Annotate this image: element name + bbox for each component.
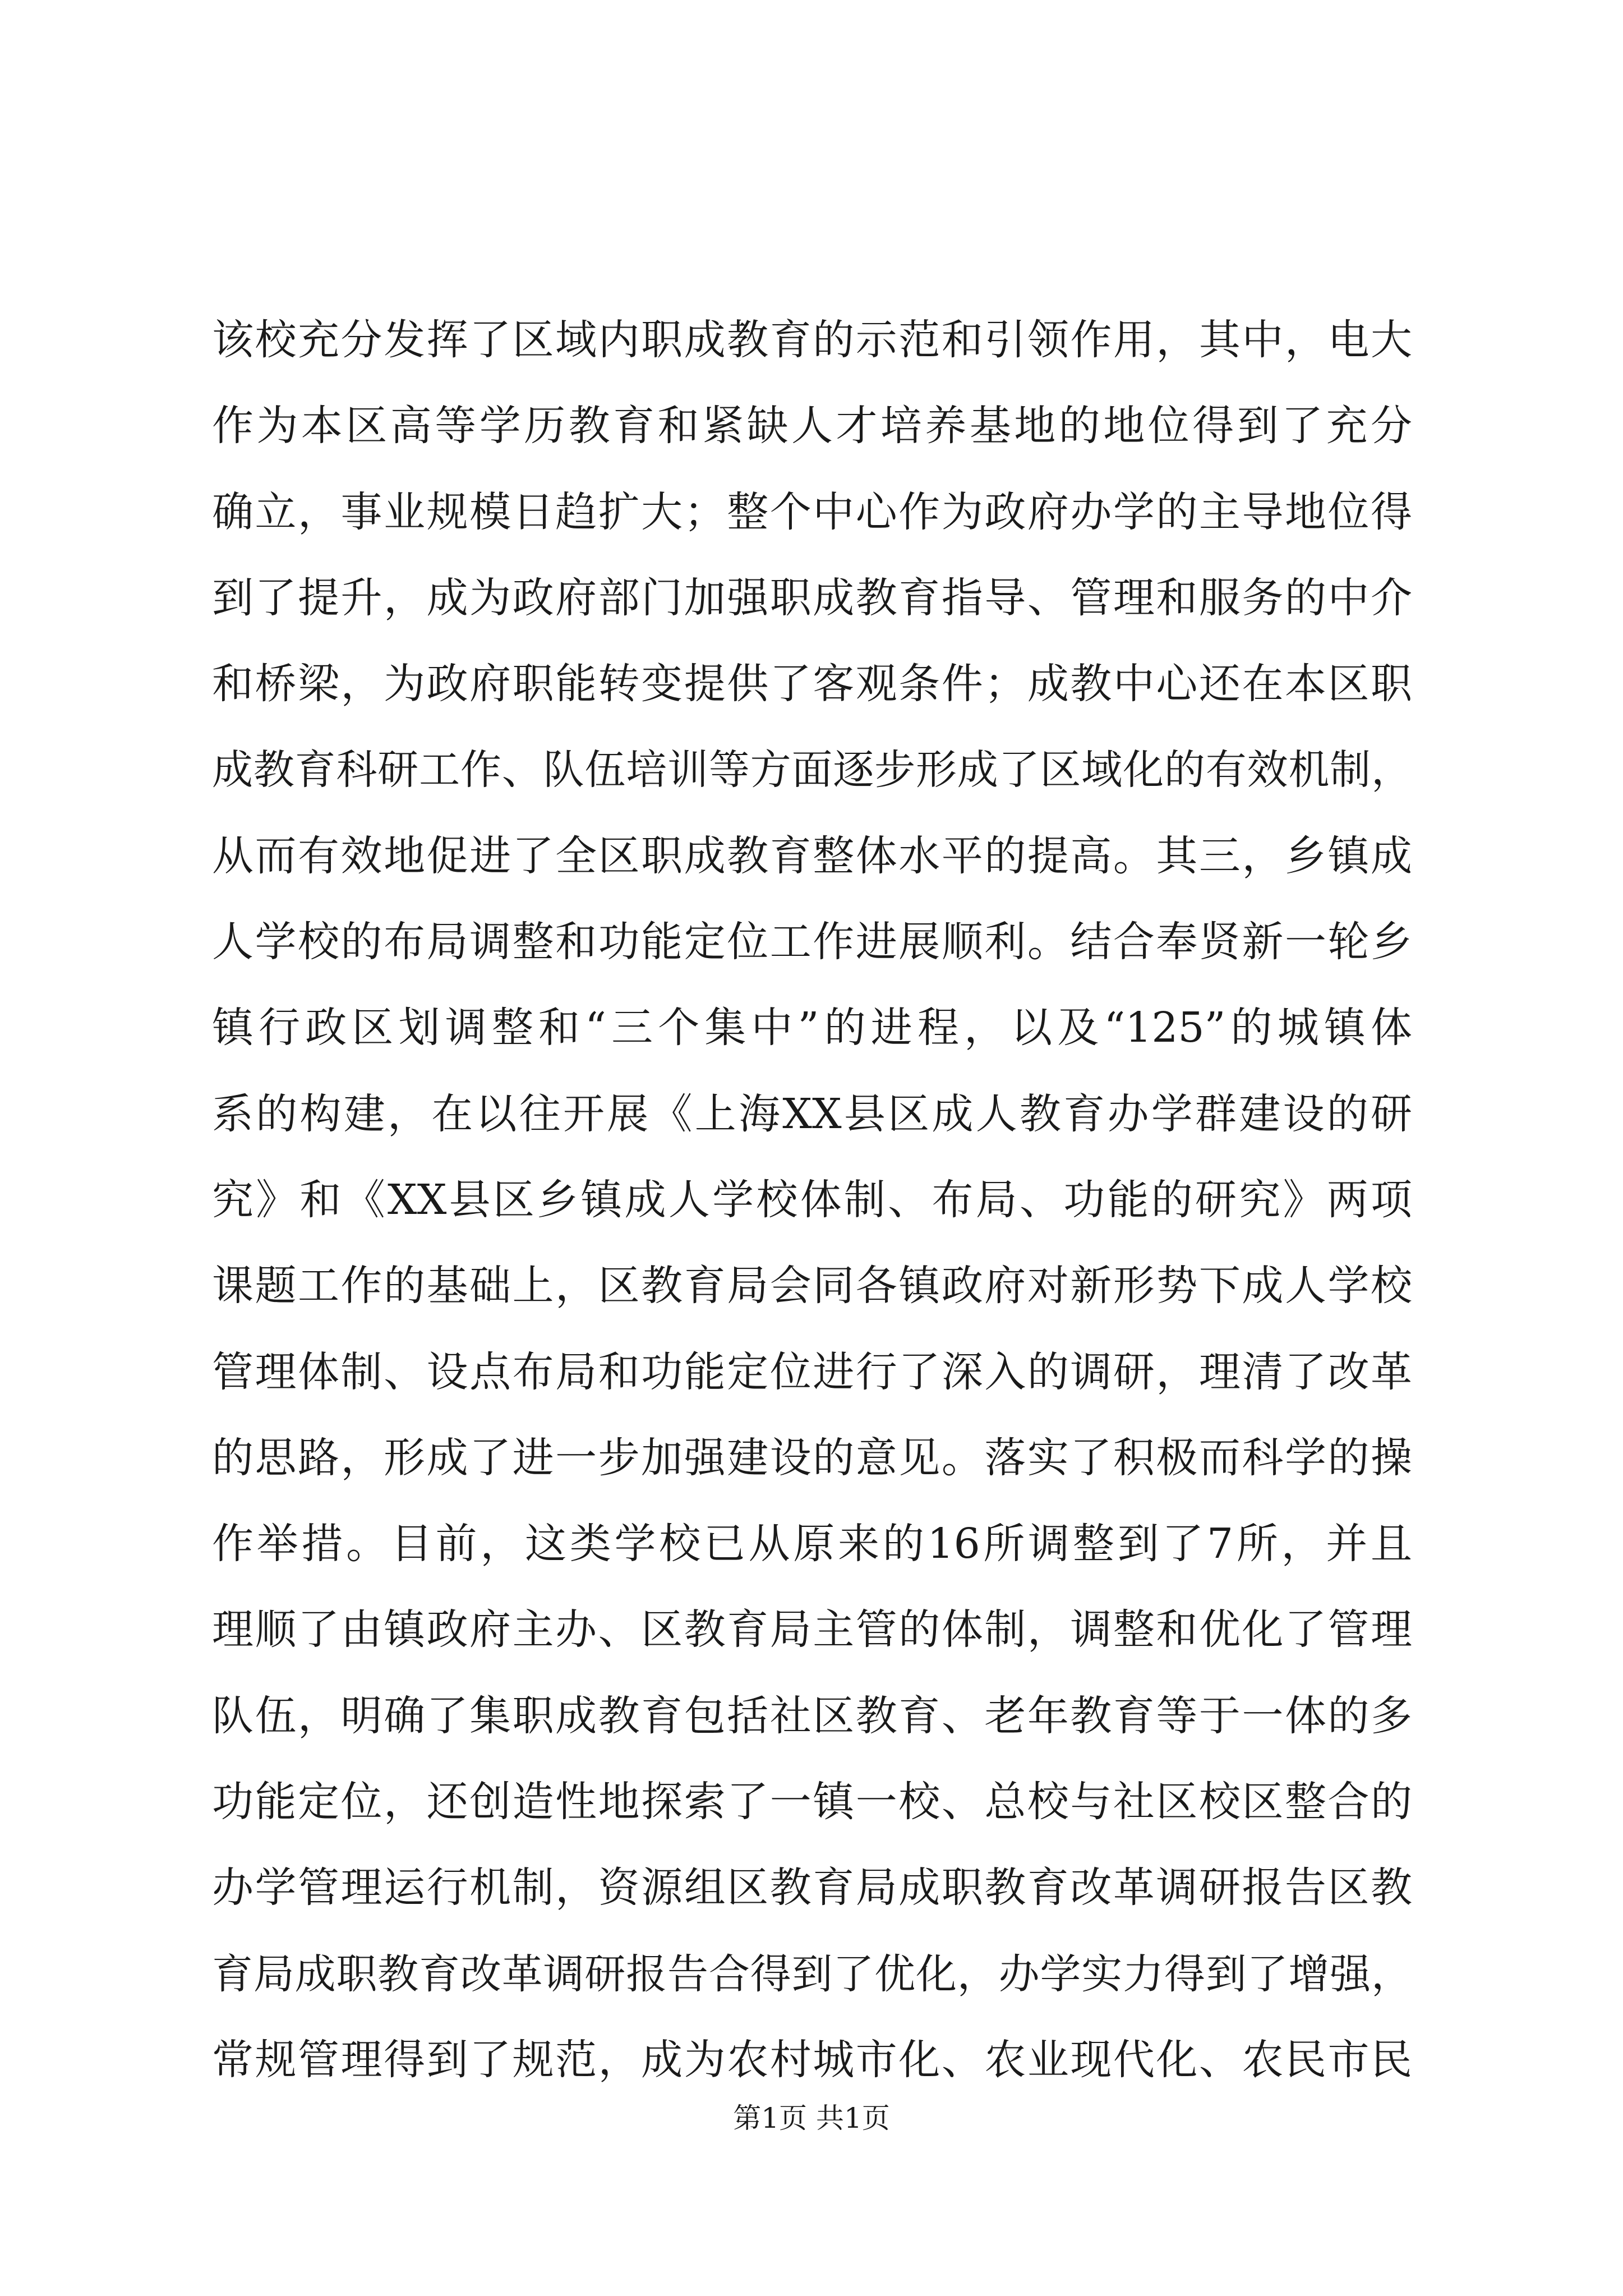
text-line: 作举措。目前，这类学校已从原来的16所调整到了7所，并且	[212, 1520, 1412, 1568]
text-line: 该校充分发挥了区域内职成教育的示范和引领作用，其中，电大	[212, 316, 1412, 364]
text-line: 办学管理运行机制，资源组区教育局成职教育改革调研报告区教	[212, 1864, 1412, 1912]
text-line: 常规管理得到了规范，成为农村城市化、农业现代化、农民市民	[212, 2035, 1412, 2084]
text-line: 究》和《XX县区乡镇成人学校体制、布局、功能的研究》两项	[212, 1175, 1412, 1224]
text-line: 和桥梁，为政府职能转变提供了客观条件；成教中心还在本区职	[212, 660, 1412, 708]
text-line: 从而有效地促进了全区职成教育整体水平的提高。其三，乡镇成	[212, 831, 1412, 880]
text-line: 成教育科研工作、队伍培训等方面逐步形成了区域化的有效机制，	[212, 746, 1412, 794]
text-line: 作为本区高等学历教育和紧缺人才培养基地的地位得到了充分	[212, 402, 1412, 450]
text-line: 队伍，明确了集职成教育包括社区教育、老年教育等于一体的多	[212, 1691, 1412, 1740]
page-footer	[0, 2096, 1623, 2141]
text-line: 管理体制、设点布局和功能定位进行了深入的调研，理清了改革	[212, 1347, 1412, 1396]
text-line: 课题工作的基础上，区教育局会同各镇政府对新形势下成人学校	[212, 1262, 1412, 1310]
text-line: 镇行政区划调整和“三个集中”的进程，以及“125”的城镇体	[212, 1004, 1412, 1052]
text-line: 系的构建，在以往开展《上海XX县区成人教育办学群建设的研	[212, 1089, 1412, 1138]
body-paragraph	[212, 297, 1412, 2103]
text-line: 人学校的布局调整和功能定位工作进展顺利。结合奉贤新一轮乡	[212, 918, 1412, 967]
text-line: 确立，事业规模日趋扩大；整个中心作为政府办学的主导地位得	[212, 487, 1412, 536]
text-line: 育局成职教育改革调研报告合得到了优化，办学实力得到了增强，	[212, 1950, 1412, 1998]
text-line: 的思路，形成了进一步加强建设的意见。落实了积极而科学的操	[212, 1433, 1412, 1482]
text-line: 理顺了由镇政府主办、区教育局主管的体制，调整和优化了管理	[212, 1605, 1412, 1654]
text-line: 到了提升，成为政府部门加强职成教育指导、管理和服务的中介	[212, 573, 1412, 622]
text-line: 功能定位，还创造性地探索了一镇一校、总校与社区校区整合的	[212, 1778, 1412, 1826]
page-number: 第1页 共1页	[733, 2102, 890, 2134]
